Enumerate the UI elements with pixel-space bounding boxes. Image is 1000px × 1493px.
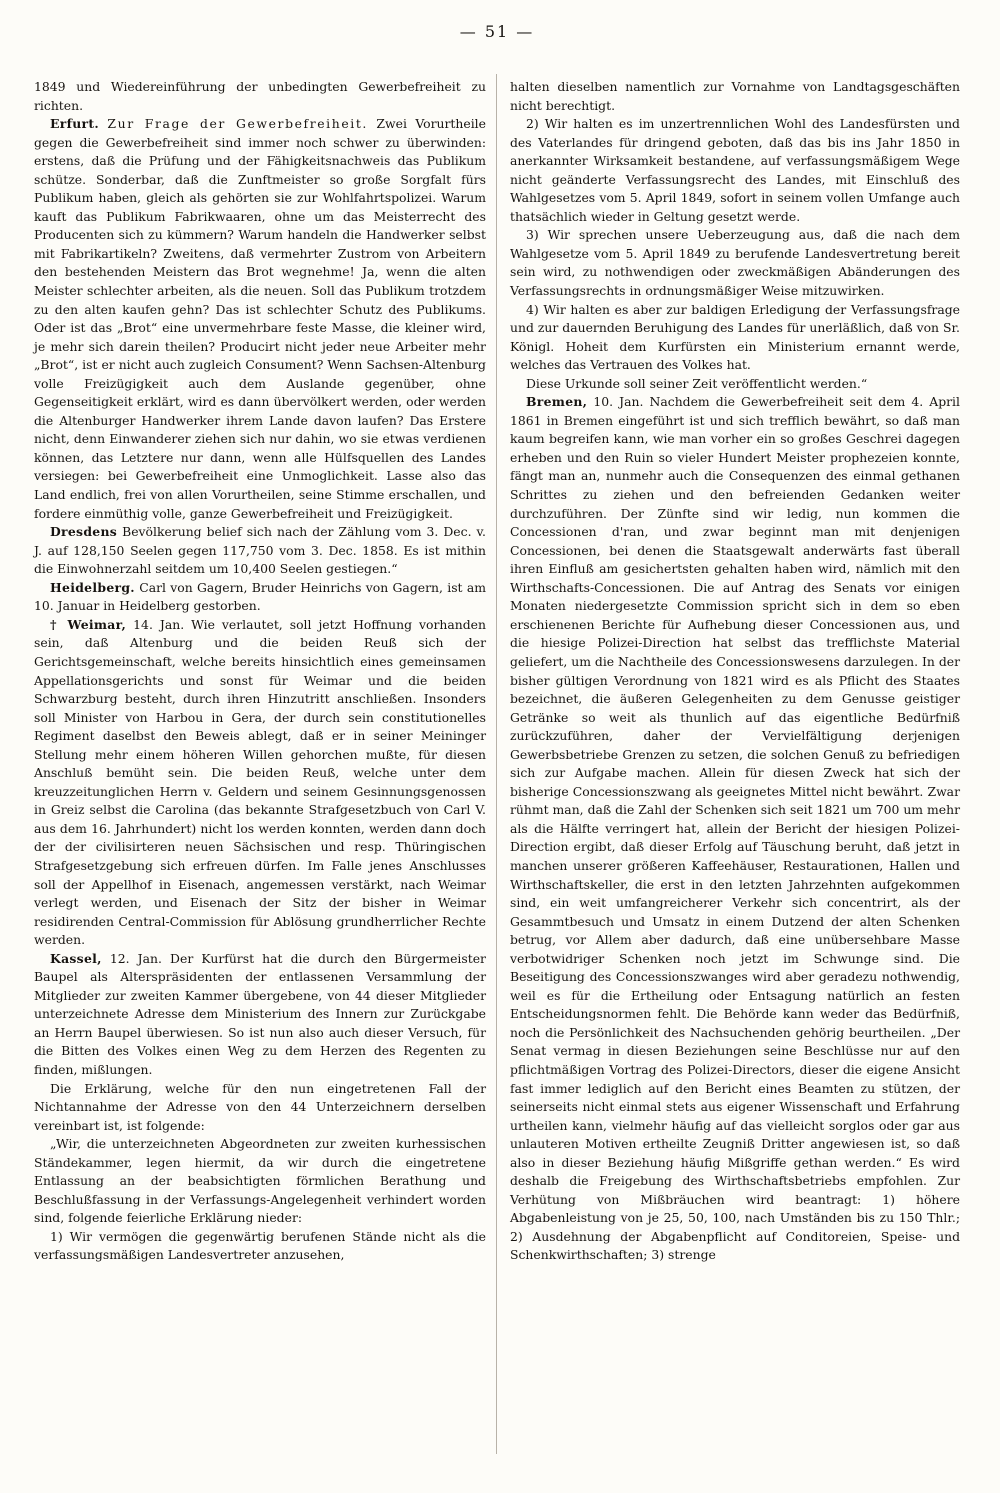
dateline-place: Dresdens (50, 524, 118, 540)
left-paragraph (34, 1228, 486, 1265)
right-paragraph (510, 301, 960, 375)
dateline-place: Heidelberg. (50, 579, 135, 595)
paragraph-text: 1) Wir vermögen die gegenwärtig berufenen Stände nicht als die verfassungsmäßigen Landesvertreter anzusehen, (34, 1228, 486, 1263)
dateline-place: Erfurt. (50, 116, 99, 132)
right-paragraph (510, 226, 960, 300)
right-paragraph (510, 78, 960, 115)
paragraph-text: 14. Jan. Wie verlautet, soll jetzt Hoffnung vorhanden sein, daß Altenburg und die beiden Reuß sich der Gerichtsgemeinschaft, welche bereits hinsichtlich eines gemeinsamen Appellationsgerichts und sonst für Weimar und die beiden Schwarzburg besteht, durch ihren Hinzutritt anschließen. Insonders soll Minister von Harbou in Gera, der durch sein constitutionelles Regiment daselbst den Beweis ablegt, daß er in seiner Meininger Stellung mehr einem höheren Willen gehorchen mußte, für diesen Anschluß bemüht sein. Die beiden Reuß, welche unter dem kreuzzeitunglichen Herrn v. Geldern und seinem Gesinnungsgenossen in Greiz selbst die Carolina (das bekannte Strafgesetzbuch von Carl V. aus dem 16. Jahrhundert) nicht los werden konnten, werden dann doch der der civilisirteren neuen Sächsischen und resp. Thüringischen Strafgesetzgebung sich erfreuen dürfen. Im Falle jenes Anschlusses soll der Appellhof in Eisenach, angemessen verstärkt, nach Weimar verlegt werden, und Eisenach der Sitz der bisher in Weimar residirenden Central-Commission für Ablösung grundherrlicher Rechte werden. (34, 616, 486, 948)
left-paragraph (34, 1135, 486, 1228)
paragraph-text: 12. Jan. Der Kurfürst hat die durch den Bürgermeister Baupel als Alterspräsidenten der entlassenen Versammlung der Mitglieder zur zweiten Kammer übergebene, von 44 dieser Mitglieder unterzeichnete Adresse dem Ministerium des Innern zur Zurückgabe an Herrn Baupel überwiesen. So ist nun also auch dieser Versuch, für die Bitten des Volkes einen Weg zu dem Herzen des Regenten zu finden, mißlungen. (34, 950, 486, 1077)
left-paragraph (34, 950, 486, 1080)
paragraph-text: 2) Wir halten es im unzertrennlichen Wohl des Landesfürsten und des Vaterlandes für dringend geboten, daß das bis ins Jahr 1850 in anerkannter Wirksamkeit bestandene, auf verfassungsmäßigem Wege nicht geänderte Verfassungsrecht des Landes, mit Einschluß des Wahlgesetzes vom 5. April 1849, sofort in seinem vollen Umfange auch thatsächlich wieder in Geltung gesetzt werde. (510, 116, 960, 224)
paragraph-text: 1849 und Wiedereinführung der unbedingten Gewerbefreiheit zu richten. (34, 79, 486, 113)
paragraph-text: „Wir, die unterzeichneten Abgeordneten zur zweiten kurhessischen Ständekammer, legen hiermit, da wir durch die eingetretene Entlassung an der beabsichtigten förmlichen Berathung und Beschlußfassung in der Verfassungs-Angelegenheit verhindert worden sind, folgende feierliche Erklärung nieder: (34, 1136, 486, 1226)
paragraph-text: halten dieselben namentlich zur Vornahme von Landtagsgeschäften nicht berechtigt. (510, 79, 960, 113)
right-paragraph (510, 375, 960, 394)
dateline-place: † Weimar, (50, 616, 127, 632)
column-divider (496, 74, 497, 1454)
right-paragraph (510, 115, 960, 226)
left-paragraph (34, 78, 486, 115)
left-paragraph (34, 523, 486, 579)
paragraph-text: Carl von Gagern, Bruder Heinrichs von Gagern, ist am 10. Januar in Heidelberg gestorben. (34, 579, 486, 614)
dateline-place: Bremen, (526, 394, 588, 410)
article-heading: Zur Frage der Gewerbefreiheit. (107, 116, 368, 132)
left-paragraph (34, 115, 486, 523)
paragraph-text: 3) Wir sprechen unsere Ueberzeugung aus, daß die nach dem Wahlgesetze vom 5. April 1849 zu berufende Landesvertretung bereit sein wird, zu nothwendigen oder zweckmäßigen Abänderungen des Verfassungsrechts in ordnungsmäßiger Weise mitzuwirken. (510, 227, 960, 299)
paragraph-text: Bevölkerung belief sich nach der Zählung vom 3. Dec. v. J. auf 128,150 Seelen gegen 117,750 vom 3. Dec. 1858. Es ist mithin die Einwohnerzahl seitdem um 10,400 Seelen gestiegen.“ (34, 524, 486, 577)
dateline-place: Kassel, (50, 950, 102, 966)
left-paragraph (34, 1080, 486, 1136)
text-columns (34, 78, 960, 1265)
left-column (34, 78, 486, 1265)
left-paragraph (34, 616, 486, 950)
right-paragraph (510, 393, 960, 1265)
paragraph-text: 4) Wir halten es aber zur baldigen Erledigung der Verfassungsfrage und zur dauernden Beruhigung des Landes für unerläßlich, daß von Sr. Königl. Hoheit dem Kurfürsten ein Ministerium ernannt werde, welches das Vertrauen des Volkes hat. (510, 301, 960, 373)
page-number: — 51 — (459, 22, 535, 41)
left-paragraph (34, 579, 486, 616)
paragraph-text: 10. Jan. Nachdem die Gewerbefreiheit seit dem 4. April 1861 in Bremen eingeführt ist und sich trefflich bewährt, so daß man kaum begreifen kann, wie man vorher ein so großes Geschrei dagegen erheben und den Ruin so vieler Hundert Meister prophezeien konnte, fängt man an, nunmehr auch die Consequenzen des einmal gethanen Schrittes zu ziehen und den befreienden Gedanken weiter durchzuführen. Der Zünfte sind wir ledig, nun kommen die Concessionen d'ran, und zwar beginnt man mit denjenigen Concessionen, bei denen die Staatsgewalt anderwärts fast überall ihren Einfluß am gesichertsten gehalten haben wird, nämlich mit den Wirthschafts-Concessionen. Die auf Antrag des Senats vor einigen Monaten niedergesetzte Commission spricht sich in dem so eben erschienenen Berichte für Aufhebung dieser Concessionen aus, und die hiesige Polizei-Direction hat selbst das trefflichste Material geliefert, um die Nachtheile des Concessionswesens darzulegen. In der bisher gültigen Verordnung von 1821 wird es als Pflicht des Staates bezeichnet, die äußeren Gelegenheiten zu dem Genusse geistiger Getränke so weit als thunlich auf das eigentliche Bedürfniß zurückzuführen, daher der Vervielfältigung derjenigen Gewerbsbetriebe Grenzen zu setzen, die solchen Genuß zu befriedigen sich zur Aufgabe machen. Allein für diesen Zweck hat sich der bisherige Concessionszwang als geeignetes Mittel nicht bewährt. Zwar rühmt man, daß die Zahl der Schenken sich seit 1821 um 700 um mehr als die Hälfte verringert hat, allein der Bericht der hiesigen Polizei-Direction ergibt, daß dieser Erfolg auf Täuschung beruht, daß jetzt in manchen unserer größeren Kaffeehäuser, Restaurationen, Hallen und Wirthschaftskeller, die erst in den letzten Jahrzehnten aufgekommen sind, ein weit umfangreicherer Verkehr sich concentrirt, als der Gesammtbesuch und Umsatz in einem Dutzend der alten Schenken betrug, vor Allem aber dadurch, daß eine unübersehbare Masse verbotwidriger Schenken noch jetzt im Schwunge sind. Die Beseitigung des Concessionszwanges wird aber geradezu nothwendig, weil es für die Ertheilung oder Entsagung natürlich an festen Entscheidungsnormen fehlt. Die Behörde kann weder das Bedürfniß, noch die Persönlichkeit des Nachsuchenden gehörig beurtheilen. „Der Senat vermag in diesen Beziehungen seine Beschlüsse nur auf den pflichtmäßigen Vortrag des Polizei-Directors, dieser die eigene Ansicht fast immer lediglich auf den Bericht eines Beamten zu stützen, der seinerseits nicht einmal stets aus eigener Wissenschaft und Erfahrung urtheilen kann, vielmehr häufig auf das vielleicht sorglos oder gar aus unlauteren Motiven ertheilte Zeugniß Dritter angewiesen ist, so daß also in dieser Beziehung häufig Mißgriffe gethan werden.“ Es wird deshalb die Freigebung des Wirthschaftsbetriebs empfohlen. Zur Verhütung von Mißbräuchen wird beantragt: 1) höhere Abgabenleistung von je 25, 50, 100, nach Umständen bis zu 150 Thlr.; 2) Ausdehnung der Abgabenpflicht auf Conditoreien, Speise- und Schenkwirthschaften; 3) strenge (510, 394, 961, 1263)
paragraph-text: Zwei Vorurtheile gegen die Gewerbefreiheit sind immer noch schwer zu überwinden: erstens, daß die Prüfung und der Fähigkeitsnachweis das Publikum schütze. Sonderbar, daß die Zunftmeister so große Sorgfalt fürs Publikum haben, gleich als gehörten sie zur Wohlfahrtspolizei. Warum kauft das Publikum Fabrikwaaren, ohne um das Meisterrecht des Producenten sich zu kümmern? Warum handeln die Handwerker selbst mit Fabrikartikeln? Zweitens, daß vermehrter Zustrom von Arbeitern den bestehenden Meistern das Brot wegnehme! Ja, wenn die alten Meister schlechter arbeiten, als die neuen. Soll das Publikum trotzdem zu den alten kaufen gehn? Das ist schlechter Schutz des Publikums. Oder ist das „Brot“ eine unvermehrbare feste Masse, die kleiner wird, je mehr sich darein theilen? Producirt nicht jeder neue Arbeiter mehr „Brot“, ist er nicht auch zugleich Consument? Wenn Sachsen-Altenburg volle Freizügigkeit auch dem Auslande gegenüber, ohne Gegenseitigkeit erklärt, wird es dann übervölkert werden, oder werden die Altenburger Handwerker ihrem Lande davon laufen? Das Erstere nicht, denn Einwanderer ziehen sich nur dahin, wo sie etwas verdienen können, das Letztere nur dann, wenn alle Hülfsquellen des Landes versiegen: bei Gewerbefreiheit eine Unmoglichkeit. Lasse also das Land endlich, frei von allen Vorurtheilen, seine Stimme erschallen, und fordere einmüthig volle, ganze Gewerbefreiheit und Freizügigkeit. (34, 116, 486, 521)
paragraph-text: Diese Urkunde soll seiner Zeit veröffentlicht werden.“ (526, 375, 868, 391)
right-column (510, 78, 960, 1265)
paragraph-text: Die Erklärung, welche für den nun eingetretenen Fall der Nichtannahme der Adresse von den 44 Unterzeichnern derselben vereinbart ist, ist folgende: (34, 1080, 486, 1133)
